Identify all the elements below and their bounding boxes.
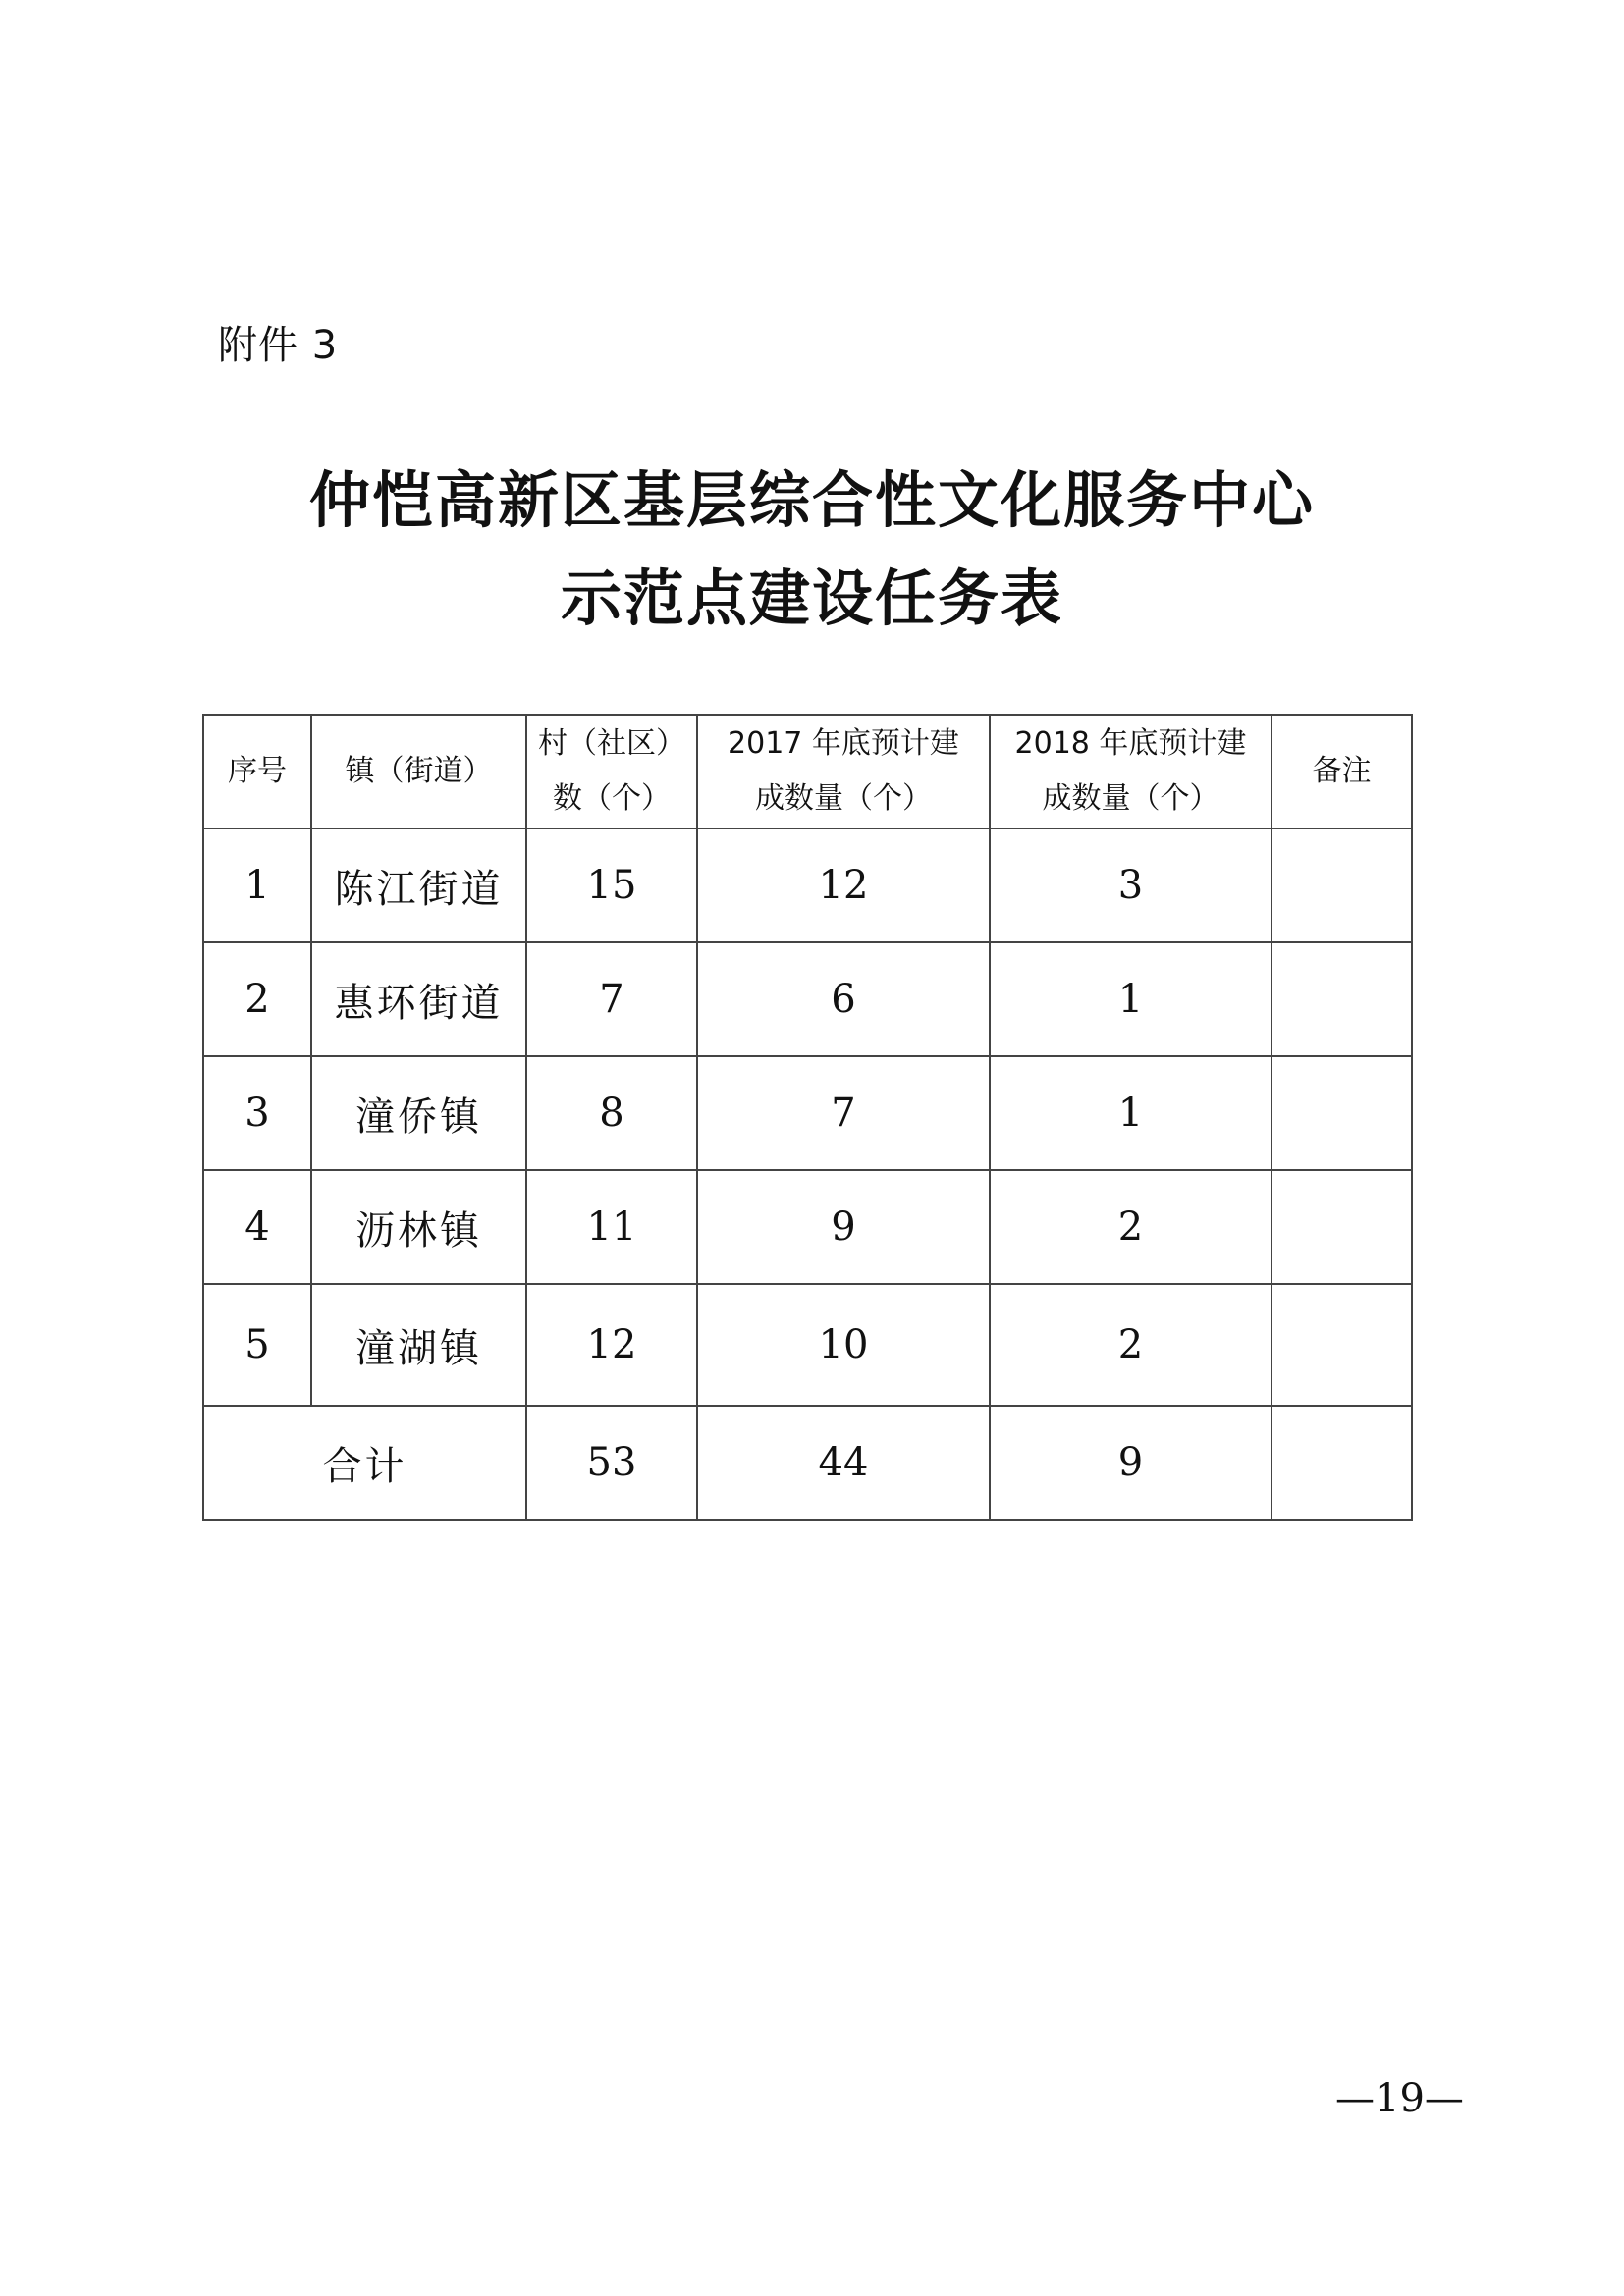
- header-town: 镇（街道）: [311, 715, 526, 828]
- cell-town: 潼侨镇: [311, 1056, 526, 1170]
- cell-2018: 2: [990, 1170, 1272, 1284]
- cell-2017: 6: [697, 942, 990, 1056]
- header-2018-line2: 成数量（个）: [1042, 781, 1219, 816]
- cell-2017: 7: [697, 1056, 990, 1170]
- cell-seq: 5: [203, 1284, 311, 1406]
- header-2018: [990, 715, 1272, 828]
- cell-town: 陈江街道: [311, 828, 526, 942]
- cell-2018: 1: [990, 1056, 1272, 1170]
- cell-2018: 3: [990, 828, 1272, 942]
- total-2017: 44: [697, 1406, 990, 1520]
- cell-2018: 1: [990, 942, 1272, 1056]
- total-2018: 9: [990, 1406, 1272, 1520]
- cell-town: 潼湖镇: [311, 1284, 526, 1406]
- cell-town: 沥林镇: [311, 1170, 526, 1284]
- document-title: [0, 452, 1624, 648]
- header-seq: 序号: [203, 715, 311, 828]
- cell-remarks: [1272, 1056, 1412, 1170]
- cell-seq: 4: [203, 1170, 311, 1284]
- cell-seq: 3: [203, 1056, 311, 1170]
- header-2017-line1: 2017 年底预计建: [728, 726, 959, 761]
- cell-remarks: [1272, 1284, 1412, 1406]
- cell-remarks: [1272, 942, 1412, 1056]
- cell-2017: 10: [697, 1284, 990, 1406]
- cell-remarks: [1272, 828, 1412, 942]
- table-header-row: [203, 715, 1412, 828]
- header-2017: [697, 715, 990, 828]
- cell-2017: 12: [697, 828, 990, 942]
- page-number: —19—: [1335, 2076, 1464, 2121]
- table-row: [203, 1284, 1412, 1406]
- cell-villages: 7: [526, 942, 697, 1056]
- header-villages-line1: 村（社区）: [538, 726, 685, 761]
- table-row: [203, 942, 1412, 1056]
- header-2018-line1: 2018 年底预计建: [1014, 726, 1247, 761]
- header-remarks: 备注: [1272, 715, 1412, 828]
- header-2017-line2: 成数量（个）: [755, 781, 932, 816]
- cell-villages: 15: [526, 828, 697, 942]
- total-villages: 53: [526, 1406, 697, 1520]
- table-row: [203, 1170, 1412, 1284]
- cell-2017: 9: [697, 1170, 990, 1284]
- cell-villages: 11: [526, 1170, 697, 1284]
- header-villages-line2: 数（个）: [553, 781, 671, 816]
- table-total-row: [203, 1406, 1412, 1520]
- total-label: 合计: [203, 1406, 526, 1520]
- cell-town: 惠环街道: [311, 942, 526, 1056]
- title-line-2: 示范点建设任务表: [560, 562, 1063, 634]
- cell-remarks: [1272, 1170, 1412, 1284]
- table-row: [203, 1056, 1412, 1170]
- cell-seq: 2: [203, 942, 311, 1056]
- cell-villages: 12: [526, 1284, 697, 1406]
- cell-seq: 1: [203, 828, 311, 942]
- header-villages: [526, 715, 697, 828]
- attachment-label: 附件 3: [218, 323, 339, 368]
- cell-villages: 8: [526, 1056, 697, 1170]
- cell-2018: 2: [990, 1284, 1272, 1406]
- table-row: [203, 828, 1412, 942]
- title-line-1: 仲恺高新区基层综合性文化服务中心: [308, 464, 1315, 536]
- total-remarks: [1272, 1406, 1412, 1520]
- task-table: [202, 714, 1413, 1521]
